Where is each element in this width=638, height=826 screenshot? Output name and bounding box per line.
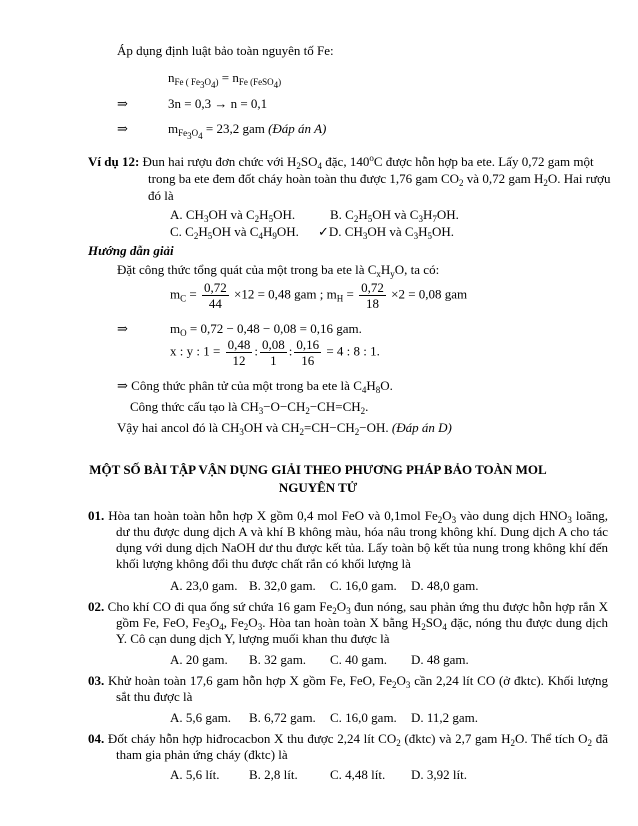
example-12-line2: trong ba ete đem đốt cháy hoàn toàn thu được 1,76 gam $CO_2$ và 0,72 gam $H_2O$. Hai rượu: [148, 171, 611, 188]
fraction: $\frac{0,72}{44}$: [203, 280, 227, 311]
q03-option-d: D. 11,2 gam.: [411, 710, 479, 725]
structural-formula-line: Công thức cấu tạo là $CH_3-O-CH_2-CH=CH_2$.: [130, 399, 369, 416]
implies-arrow: ⇒: [117, 321, 128, 336]
q01-option-d: D. 48,0 gam.: [411, 578, 479, 593]
q02-option-c: C. 40 gam.: [330, 652, 388, 667]
guide-title: Hướng dẫn giải: [88, 243, 174, 258]
mass-c-h-equation: $m_C$ = $\frac{0,72}{44}$ ×12 = 0,48 gam ; $m_H$ = $\frac{0,72}{18}$ ×2 = 0,08 gam: [170, 280, 468, 311]
q01-option-a: A. 23,0 gam.: [170, 578, 238, 593]
option-d: ✓D. $CH_3OH$ và $C_3H_5OH$.: [318, 224, 454, 241]
mass-o-equation: $m_O = 0,72 - 0,48 - 0,08 = 0,16$ gam.: [170, 321, 362, 338]
q02-option-d: D. 48 gam.: [411, 652, 469, 667]
fraction: $\frac{0,16}{16}$: [296, 337, 320, 368]
implies-arrow: ⇒: [117, 96, 128, 111]
question-02: 02. Cho khí CO đi qua ống sứ chứa 16 gam $Fe_2O_3$ đun nóng, sau phản ứng thu được hỗn hợp rắn X gồm Fe, FeO, $Fe_3O_4$, $Fe_2O_3$. Hòa tan hoàn toàn X bằng $H_2SO_4$ đặc, nóng thu được dung dịch Y. Cô cạn dung dịch Y, lượng muối khan thu được là: [88, 599, 609, 646]
molecular-formula-line: ⇒ Công thức phân tử của một trong ba ete là $C_4H_8O$.: [117, 378, 393, 395]
implies-arrow: ⇒: [117, 121, 128, 136]
question-04: 04. Đốt cháy hỗn hợp hiđrocacbon X thu được 2,24 lít $CO_2$ (đktc) và 2,7 gam $H_2O$. Thể tích $O_2$ đã tham gia phản ứng cháy (đktc) là: [88, 731, 608, 762]
section-title-line2: NGUYÊN TỬ: [278, 480, 358, 495]
question-03: 03. Khử hoàn toàn 17,6 gam hỗn hợp X gồm Fe, FeO, $Fe_2O_3$ cần 2,24 lít CO (ở đktc). Khối lượng sắt thu được là: [88, 673, 608, 704]
intro-text: Áp dụng định luật bảo toàn nguyên tố Fe:: [117, 43, 334, 58]
fraction: $\frac{0,72}{18}$: [361, 280, 384, 311]
ratio-equation: x : y : 1 = $\frac{0,48}{12}$ : $\frac{0,08}{1}$ : $\frac{0,16}{16}$ = 4 : 8 : 1.: [170, 337, 380, 368]
q04-option-b: B. 2,8 lít.: [249, 767, 298, 782]
example-12-line3: đó là: [148, 188, 174, 203]
q03-option-c: C. 16,0 gam.: [330, 710, 397, 725]
equation-n: 3n = 0,3 → n = 0,1: [168, 96, 268, 111]
option-a: A. $CH_3OH$ và $C_2H_5OH$.: [170, 207, 296, 224]
q04-option-a: A. 5,6 lít.: [170, 767, 220, 782]
question-01: 01. Hòa tan hoàn toàn hỗn hợp X gồm 0,4 mol FeO và 0,1mol $Fe_2O_3$ vào dung dịch $HNO_3$ loãng, dư thu được dung dịch A và khí B không màu, hóa nâu trong không khí. Dung dịch A cho tác dụng với dung dịch NaOH dư thu được kết tủa. Lấy toàn bộ kết tủa nung trong không khí đến khối lượng không đổi thu được chất rắn có khối lượng là: [88, 508, 608, 571]
option-c: C. $C_2H_5OH$ và $C_4H_9OH$.: [170, 224, 299, 241]
q03-option-a: A. 5,6 gam.: [170, 710, 232, 725]
q04-option-d: D. 3,92 lít.: [411, 767, 467, 782]
q03-option-b: B. 6,72 gam.: [249, 710, 316, 725]
equation-mol-balance: $n_{Fe ( Fe_3O_4)} = n_{Fe (FeSO_4)}$: [168, 70, 282, 90]
q01-option-b: B. 32,0 gam.: [249, 578, 316, 593]
checkmark-icon: ✓: [318, 224, 329, 239]
q01-option-c: C. 16,0 gam.: [330, 578, 397, 593]
section-title-line1: MỘT SỐ BÀI TẬP VẬN DỤNG GIẢI THEO PHƯƠNG PHÁP BẢO TOÀN MOL: [89, 462, 547, 477]
conclusion-line: Vậy hai ancol đó là $CH_3OH$ và $CH_2=CH-CH_2-OH$. (Đáp án D): [117, 420, 452, 437]
fraction: $\frac{0,08}{1}$: [261, 337, 285, 368]
guide-formula-line: Đặt công thức tổng quát của một trong ba ete là $C_xH_yO$, ta có:: [117, 262, 440, 279]
q02-option-a: A. 20 gam.: [170, 652, 228, 667]
equation-mass-fe3o4: $m_{Fe_3O_4} = 23,2$ gam (Đáp án A): [168, 121, 327, 141]
q02-option-b: B. 32 gam.: [249, 652, 307, 667]
q04-option-c: C. 4,48 lít.: [330, 767, 386, 782]
example-12-line1: Ví dụ 12: Đun hai rượu đơn chức với $H_2SO_4$ đặc, 140$^o$C được hỗn hợp ba ete. Lấy 0,72 gam một: [88, 153, 594, 171]
fraction: $\frac{0,48}{12}$: [227, 337, 251, 368]
option-b: B. $C_2H_5OH$ và $C_3H_7OH$.: [330, 207, 459, 224]
